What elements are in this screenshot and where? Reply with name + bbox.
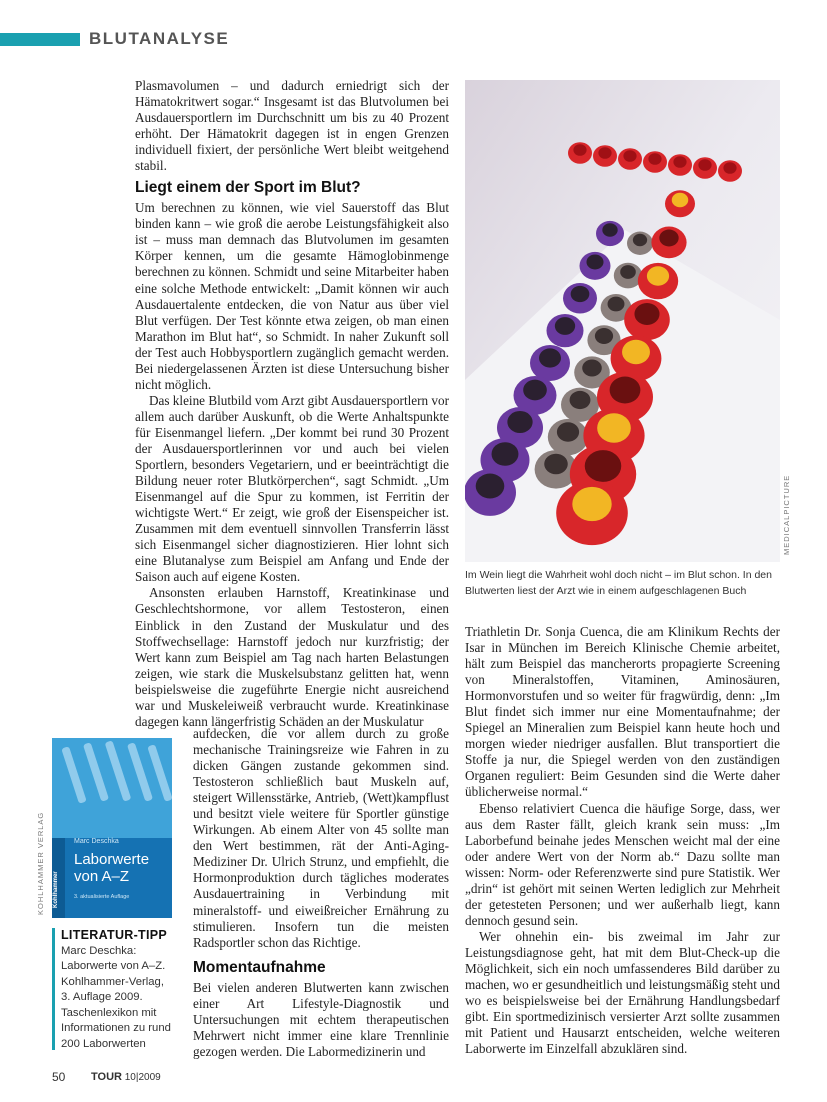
tube-cap-hole	[698, 159, 711, 171]
tip-accent-bar	[52, 928, 55, 1050]
magazine-footer	[91, 1071, 161, 1083]
tube-cap-hole	[633, 234, 647, 246]
article-column-a	[135, 78, 449, 730]
book-edition: 3. aktualisierte Auflage	[74, 894, 130, 900]
tip-line: Informationen zu rund	[61, 1022, 171, 1034]
tube-cap-hole	[622, 340, 650, 364]
tube-cap-hole	[539, 348, 561, 367]
paragraph: Ebenso relativiert Cuenca die häufige Sorge, dass, wer aus dem Raster fällt, gleich krank sein muss: „Im Laborbefund beinahe jedes Menschen weicht mal der eine oder andere Wert von der Norm ab.“ Dazu sollte man wissen: Norm- oder Referenzwerte sind pure Statistik. Wer „drin“ ist gehört mit seinen Werten lediglich zur Mehrheit der getesteten Personen; und wer außerhalb liegt, kann dennoch gesund sein.	[465, 800, 780, 928]
tube-cap-hole	[492, 442, 519, 466]
tube-cap-hole	[598, 147, 611, 159]
tube-cap-hole	[597, 413, 631, 442]
issue-number: 10|2009	[124, 1072, 161, 1083]
book-author: Marc Deschka	[74, 838, 119, 845]
paragraph: Wer ohnehin ein- bis zweimal im Jahr zur Leistungsdiagnose geht, hat mit dem Blut-Check-up die Möglichkeit, sich ein noch umfassenderes Bild darüber zu machen, wo er gesundheitlich und leistungsmäßig steht und wo es beispielsweise bei der Ernährung Handlungsbedarf gibt. Ein sportmedizinisch versierter Arzt sollte zusammen mit Patient und Hausarzt entscheiden, welche weiteren Laborwerte im Einzelfall abzuklären sind.	[465, 928, 780, 1057]
tube-cap-hole	[586, 255, 603, 270]
section-title: BLUTANALYSE	[89, 29, 230, 48]
tip-line: 3. Auflage 2009.	[61, 991, 143, 1003]
tube-cap-hole	[571, 286, 590, 302]
tip-line: 200 Laborwerten	[61, 1037, 146, 1050]
tube-cap-hole	[723, 162, 736, 174]
tube-cap-hole	[582, 359, 602, 376]
article-column-c	[465, 624, 780, 1057]
blood-tubes-photo	[465, 80, 780, 562]
photo-caption: Im Wein liegt die Wahrheit wohl doch nicht – im Blut schon. In den Blutwerten liest der Arzt wie in einem aufgeschlagenen Buch	[465, 569, 772, 597]
tube-cap-hole	[620, 265, 636, 279]
tube-cap-hole	[595, 328, 613, 344]
tip-line: Taschenlexikon mit	[61, 1006, 157, 1019]
tube-cap-hole	[610, 377, 641, 404]
subheading: Momentaufnahme	[193, 958, 326, 976]
paragraph: Das kleine Blutbild vom Arzt gibt Ausdauersportlern vor allem auch darüber Auskunft, ob die Werte Anhaltspunkte für Eisenmangel liefern. „Der kommt bei rund 30 Prozent der Ausdauersportlerinnen vor und auch bei vielen Sportlern, besonders Vegetariern, und er beeinträchtigt die Bildung neuer roter Blutkörperchen“, sagt Schmidt. „Um Eisenmangel auf die Spur zu kommen, ist Ferritin der wichtigste Wert.“ Er zeigt, wie groß der Eisenspeicher ist. Zusammen mit dem eventuell sinnvollen Transferrin lässt sich Eisenmangel sicher diagnostizieren. Hier lohnt sich eine Blutanalyse zum Beispiel am Anfang und Ende der Saison auch auf eigene Kosten.	[135, 392, 449, 585]
tube-cap-hole	[634, 303, 659, 325]
paragraph: Bei vielen anderen Blutwerten kann zwischen einer Art Lifestyle-Diagnostik und Untersuchungen mit echtem therapeutischen Mehrwert nicht immer eine klare Trennlinie gezogen werden. Die Labormedizinerin und	[193, 979, 449, 1059]
paragraph: Plasmavolumen – und dadurch erniedrigt sich der Hämatokritwert sogar.“ Insgesamt ist das Blutvolumen bei Ausdauersportlern im Durchschnitt um bis zu 40 Prozent erhöht. Der Hämatokrit dagegen ist in engen Grenzen individuell fixiert, der persönliche Wert bleibt weitgehend stabil.	[135, 78, 449, 174]
page-number: 50	[52, 1070, 66, 1084]
paragraph: aufdecken, die vor allem durch zu große mechanische Trainingsreize wie Fahren in zu dicken Gängen zustande gekommen sind. Testosteron schließlich baut Muskeln auf, steigert Willensstärke, Antrieb, (Wett)kampflust und besitzt viele weitere für Sportler günstige Wirkungen. Ab einem Alter von 45 sollte man den Wert bestimmen, rät der Anti-Aging-Mediziner Dr. Ulrich Strunz, und empfiehlt, die Hormonproduktion durch tägliches moderates Ausdauertraining in Verbindung mit mineralstoff- und eiweißreicher Ernährung zu stimulieren. Insofern tun die meisten Radsportler schon das Richtige.	[193, 726, 449, 950]
paragraph: Triathletin Dr. Sonja Cuenca, die am Klinikum Rechts der Isar in München im Bereich Klinische Chemie arbeitet, hält zum Beispiel das mancherorts propagierte Screening von Mineralstoffen, Vitaminen, Aminosäuren, Hormonvorstufen und so weiter für fragwürdig, denn: „Im Blut findet sich immer nur eine Momentaufnahme; der Spiegel an Mineralien zum Beispiel kann heute hoch und morgen wieder niedriger ausfallen. Blut transportiert die Stoffe ja nur, die Spiegel werden von den zuständigen Organen reguliert: Beim Gesunden sind die Werte daher üblicherweise normal.“	[465, 624, 780, 800]
tube-cap-hole	[585, 450, 622, 482]
article-column-b	[193, 726, 449, 1060]
tube-cap-hole	[602, 223, 617, 236]
tube-cap-hole	[555, 317, 575, 335]
tip-line: Kohlhammer-Verlag,	[61, 975, 164, 988]
tip-line: Marc Deschka:	[61, 944, 137, 957]
book-credit: KOHLHAMMER VERLAG	[36, 811, 45, 915]
book-cover-image	[52, 738, 172, 918]
tube-cap-hole	[623, 150, 636, 162]
tip-line: Laborwerte von A–Z.	[61, 960, 166, 972]
tube-cap-hole	[673, 156, 686, 168]
paragraph: Ansonsten erlauben Harnstoff, Kreatinkinase und Geschlechtshormone, vor allem Testosteron, einen Einblick in den Zustand der Muskulatur und des Stoffwechsellage: Harnstoff jedoch nur kurzfristig; der Wert kann zum Beispiel am Tag nach harten Belastungen zeigen, wie stark die Muskelsubstanz gelitten hat, wenn beispielsweise die zugeführte Energie nicht ausreichend war und Muskeleiweiß verbraucht wurde. Kreatinkinase dagegen kann längerfristig Schäden an der Muskulatur	[135, 585, 449, 729]
tube-cap-hole	[544, 454, 568, 475]
literature-tip	[61, 928, 193, 1052]
tube-cap-hole	[572, 487, 611, 521]
tip-heading: LITERATUR-TIPP	[61, 928, 168, 942]
tube-cap-hole	[672, 193, 689, 207]
tube-cap-hole	[647, 266, 669, 285]
book-publisher-spine: Kohlhammer	[53, 871, 59, 908]
tube-cap-hole	[608, 297, 625, 312]
tube-cap-hole	[570, 391, 591, 409]
tube-cap-hole	[659, 230, 678, 247]
magazine-name: TOUR	[91, 1071, 122, 1083]
tube-cap-hole	[476, 474, 505, 499]
photo-credit: MEDICALPICTURE	[782, 474, 791, 555]
paragraph: Um berechnen zu können, wie viel Sauerstoff das Blut binden kann – wie groß die aerobe Leistungsfähigkeit also ist – muss man demnach das Blutvolumen im gesamten Körper kennen, um die gesamte Hämoglobinmenge berechnen zu können. Schmidt und seine Mitarbeiter haben eine solche Methode entwickelt: „Damit können wir auch Ausdauertalente entdecken, die von Natur aus über viel Blut verfügen. Der Test könnte etwa zeigen, ob man einen Marathon im Blut hat“, so Schmidt. In naher Zukunft soll der Test auch Hobbysportlern zugänglich gemacht werden. Bei niedergelassenen Ärzten ist diese Untersuchung bisher nicht möglich.	[135, 200, 449, 392]
subheading: Liegt einem der Sport im Blut?	[135, 179, 361, 197]
tube-cap-hole	[507, 411, 532, 433]
tube-cap-hole	[648, 153, 661, 165]
tube-cap-hole	[523, 380, 547, 401]
book-title-line2: von A–Z	[74, 868, 130, 885]
section-color-bar	[0, 33, 80, 46]
tube-cap-hole	[557, 422, 579, 441]
tube-cap-hole	[573, 144, 586, 156]
book-title-line1: Laborwerte	[74, 851, 150, 868]
